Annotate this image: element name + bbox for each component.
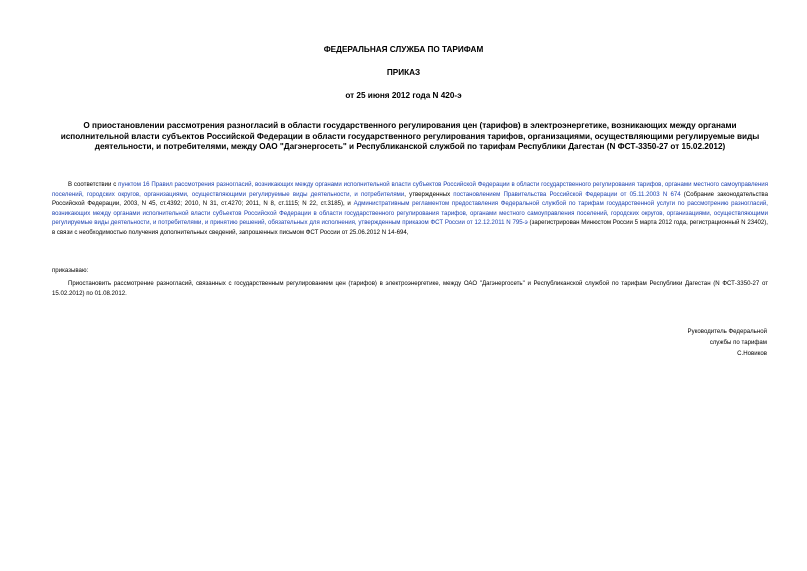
signature-name: С.Новиков [737,350,767,357]
signature-position-line2: службы по тарифам [709,339,767,346]
date-number-heading: от 25 июня 2012 года N 420-э [345,91,462,100]
preamble-text-2: , утвержденных [404,190,454,198]
link-rules-item-16[interactable]: пунктом 16 Правил рассмотрения разногласий, возникающих между органами исполнительной власти субъектов Российской Федерации в области государственного регулирования тарифов, органами местного самоуправления поселений, городских округов, организациями, осуществляющими регулируемые виды деятельности, и потребителями [52,181,768,198]
preamble-text-4: (зарегистрирован Минюстом России 5 марта 2012 года, регистрационный N 23402), в связи с необходимостью получения дополнительных сведений, запрошенных письмом ФСТ России от 25.06.2012 N 14-694, [52,219,768,236]
signature-position-line1: Руководитель Федеральной [687,328,767,335]
link-government-decree-674[interactable]: постановлением Правительства Российской Федерации от 05.11.2003 N 674 [453,190,681,198]
document-title: О приостановлении рассмотрения разногласий в области государственного регулирования цен (тарифов) в электроэнергетике, возникающих между органами исполнительной власти субъектов Российской Федерации в области государственного регулирования тарифов, организациями, осуществляющими регулируемые виды деятельности, и потребителями, между ОАО "Дагэнергосеть" и Республиканской службой по тарифам Республики Дагестан (N ФСТ-3350-27 от 15.02.2012) [60,121,760,152]
link-administrative-regulation[interactable]: Административным регламентом предоставления Федеральной службой по тарифам государственной услуги по рассмотрению разногласий, возникающих между органами исполнительной власти субъектов Российской Федерации в области государственного регулирования тарифов, органами местного самоуправления поселений, городских округов, организациями, осуществляющими регулируемые виды деятельности, и потребителями, и принятию решений, обязательных для исполнения, утвержденным приказом ФСТ России от 12.12.2011 N 795-э [52,200,768,227]
preamble-text-1: В соответствии с [68,181,119,188]
agency-heading: ФЕДЕРАЛЬНАЯ СЛУЖБА ПО ТАРИФАМ [323,45,484,54]
order-paragraph: Приостановить рассмотрение разногласий, связанных с государственным регулированием цен (тарифов) в электроэнергетике, между ОАО "Дагэнергосеть" и Республиканской службой по тарифам Республики Дагестан (N ФСТ-3350-27 от 15.02.2012) по 01.08.2012. [52,280,768,297]
preamble-paragraph [52,180,768,238]
signature-block [688,326,767,359]
order-word: приказываю: [52,267,89,274]
doc-type-heading: ПРИКАЗ [386,68,421,77]
preamble-text-3: (Собрание законодательства Российской Федерации, 2003, N 45, ст.4392; 2010, N 31, ст.4270; 2011, N 8, ст.1115; N 22, ст.3185), и [52,190,768,208]
